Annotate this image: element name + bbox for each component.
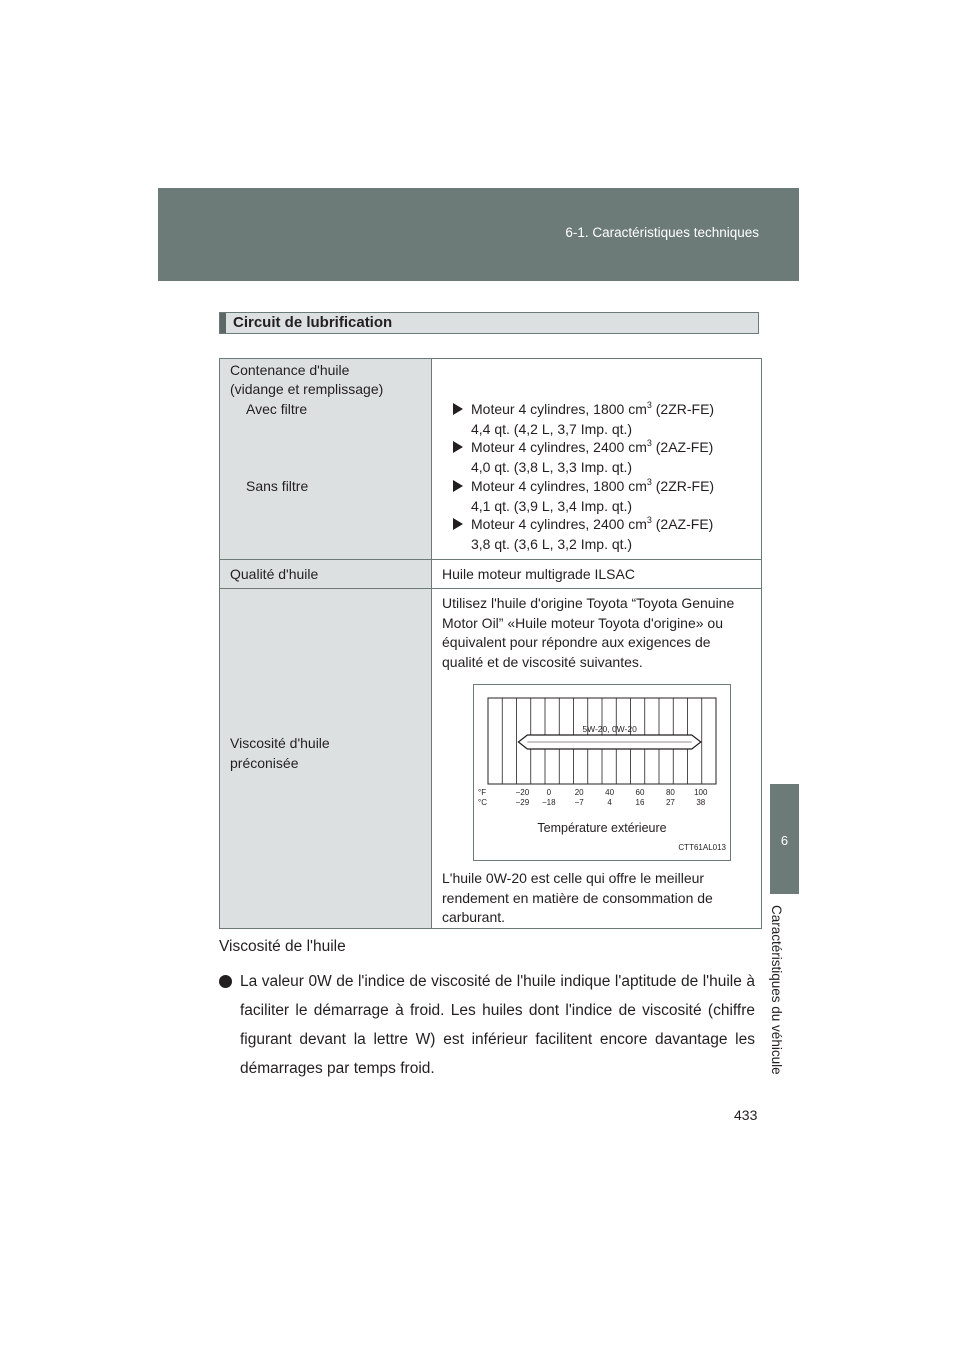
fahrenheit-tick-label: 80	[665, 788, 675, 797]
capacity-entry: Moteur 4 cylindres, 2400 $cm^3$ (2AZ-FE) 3,8 qt. (3,6 L, 3,2 Imp. qt.)	[453, 515, 713, 554]
viscosity-value-cell	[432, 589, 762, 929]
fahrenheit-tick-label: 60	[635, 788, 645, 797]
fahrenheit-tick-label: 100	[694, 788, 708, 797]
triangle-bullet-icon	[453, 403, 463, 415]
section-path: 6-1. Caractéristiques techniques	[565, 225, 759, 240]
celsius-unit-label: °C	[478, 798, 487, 807]
celsius-tick-label: 38	[696, 798, 706, 807]
quality-row	[220, 560, 762, 589]
viscosity-chart	[473, 684, 731, 861]
fahrenheit-tick-label: 0	[546, 788, 552, 797]
chapter-number: 6	[780, 833, 789, 848]
viscosity-label: Viscosité d'huile préconisée	[230, 735, 330, 771]
celsius-tick-label: 16	[635, 798, 645, 807]
quality-value: Huile moteur multigrade ILSAC	[432, 560, 762, 589]
fahrenheit-tick-label: 20	[574, 788, 584, 797]
fahrenheit-unit-label: °F	[478, 788, 487, 797]
fahrenheit-tick-label: −20	[515, 788, 530, 797]
capacity-sublabel: (vidange et remplissage)	[230, 381, 384, 397]
triangle-bullet-icon	[453, 441, 463, 453]
section-heading	[219, 312, 759, 334]
capacity-entry: Moteur 4 cylindres, 2400 $cm^3$ (2AZ-FE) 4,0 qt. (3,8 L, 3,3 Imp. qt.)	[453, 438, 713, 477]
celsius-tick-label: 27	[665, 798, 675, 807]
chapter-title: Caractéristiques du véhicule	[769, 905, 784, 1075]
spec-table	[219, 358, 762, 929]
bullet-dot-icon	[219, 975, 232, 988]
with-filter-label: Avec filtre	[246, 401, 308, 417]
capacity-label-cell	[220, 359, 432, 560]
section-title: Circuit de lubrification	[233, 314, 393, 331]
body-lead: Viscosité de l'huile	[219, 938, 346, 955]
viscosity-band-label: 5W-20, 0W-20	[582, 724, 637, 734]
without-filter-label: Sans filtre	[246, 478, 309, 494]
page-number: 433	[734, 1107, 758, 1123]
celsius-tick-label: 4	[607, 798, 612, 807]
capacity-row	[220, 359, 762, 560]
header-band	[158, 188, 799, 281]
viscosity-row	[220, 589, 762, 929]
triangle-bullet-icon	[453, 480, 463, 492]
celsius-tick-label: −29	[515, 798, 530, 807]
chart-caption: Température extérieure	[537, 821, 667, 835]
capacity-label: Contenance d'huile	[230, 362, 350, 378]
body-bullet	[219, 967, 755, 1083]
celsius-tick-label: −18	[542, 798, 556, 807]
viscosity-intro: Utilisez l'huile d'origine Toyota “Toyota Genuine Motor Oil” «Huile moteur Toyota d'origine» ou équivalent pour répondre aux exigences de qualité et de viscosité suivantes.	[442, 595, 735, 670]
heading-bar	[220, 313, 226, 333]
chapter-tab	[770, 784, 799, 894]
viscosity-note: L'huile 0W-20 est celle qui offre le meilleur rendement en matière de consommation de carburant.	[442, 870, 713, 925]
fahrenheit-tick-label: 40	[605, 788, 615, 797]
quality-label: Qualité d'huile	[220, 560, 432, 589]
body-bullet-text: La valeur 0W de l'indice de viscosité de l'huile indique l'aptitude de l'huile à faciliter le démarrage à froid. Les huiles dont l'indice de viscosité (chiffre figurant devant la lettre W) est inférieur facilitent encore davantage les démarrages par temps froid.	[240, 973, 755, 1077]
capacity-entry: Moteur 4 cylindres, 1800 $cm^3$ (2ZR-FE) 4,1 qt. (3,9 L, 3,4 Imp. qt.)	[453, 477, 714, 516]
body-text	[219, 932, 755, 1083]
viscosity-label-cell	[220, 589, 432, 929]
capacity-value-cell	[432, 359, 762, 560]
triangle-bullet-icon	[453, 518, 463, 530]
celsius-tick-label: −7	[574, 798, 584, 807]
chart-code: CTT61AL013	[678, 842, 726, 852]
capacity-entry: Moteur 4 cylindres, 1800 $cm^3$ (2ZR-FE) 4,4 qt. (4,2 L, 3,7 Imp. qt.)	[453, 400, 714, 439]
